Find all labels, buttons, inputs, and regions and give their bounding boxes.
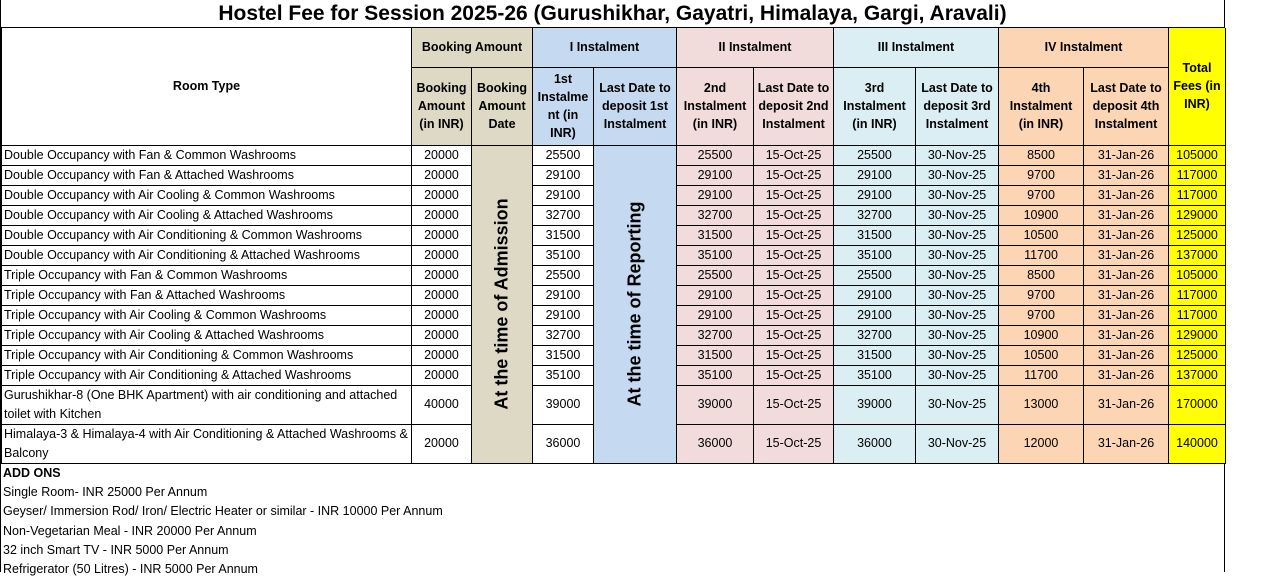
room-type-cell: Double Occupancy with Fan & Common Washrooms [2, 145, 412, 165]
instalment3-date-cell: 30-Nov-25 [916, 424, 999, 463]
booking-amount-cell: 40000 [412, 385, 472, 424]
instalment1-amount-cell: 32700 [533, 205, 594, 225]
booking-amount-cell: 20000 [412, 305, 472, 325]
instalment3-date-cell: 30-Nov-25 [916, 265, 999, 285]
addon-item: Single Room- INR 25000 Per Annum [3, 484, 208, 499]
booking-amount-cell: 20000 [412, 365, 472, 385]
instalment2-amount-cell: 29100 [677, 285, 754, 305]
instalment3-amount-cell: 31500 [834, 345, 916, 365]
fee-table [1, 28, 1226, 464]
instalment2-amount-cell: 31500 [677, 345, 754, 365]
instalment3-amount-cell: 29100 [834, 165, 916, 185]
table-row [2, 145, 1226, 165]
instalment1-date-header: Last Date to deposit 1st Instalment [594, 67, 677, 145]
instalment2-group-header: II Instalment [677, 28, 834, 67]
instalment1-amount-cell: 25500 [533, 145, 594, 165]
room-type-cell: Double Occupancy with Air Conditioning & Common Washrooms [2, 225, 412, 245]
booking-amount-cell: 20000 [412, 145, 472, 165]
instalment2-date-cell: 15-Oct-25 [754, 385, 834, 424]
instalment4-date-cell: 31-Jan-26 [1084, 265, 1169, 285]
instalment4-date-cell: 31-Jan-26 [1084, 245, 1169, 265]
total-fees-cell: 170000 [1169, 385, 1226, 424]
instalment3-date-cell: 30-Nov-25 [916, 385, 999, 424]
instalment3-date-cell: 30-Nov-25 [916, 205, 999, 225]
instalment4-amount-cell: 8500 [999, 265, 1084, 285]
room-type-cell: Double Occupancy with Air Cooling & Common Washrooms [2, 185, 412, 205]
total-fees-cell: 105000 [1169, 145, 1226, 165]
instalment1-amount-cell: 39000 [533, 385, 594, 424]
instalment1-group-header: I Instalment [533, 28, 677, 67]
instalment2-date-header: Last Date to deposit 2nd Instalment [754, 67, 834, 145]
instalment4-date-cell: 31-Jan-26 [1084, 424, 1169, 463]
booking-amount-cell: 20000 [412, 424, 472, 463]
booking-date-header: Booking Amount Date [472, 67, 533, 145]
booking-amount-cell: 20000 [412, 285, 472, 305]
instalment2-amount-cell: 35100 [677, 245, 754, 265]
instalment4-date-cell: 31-Jan-26 [1084, 345, 1169, 365]
instalment2-amount-cell: 25500 [677, 145, 754, 165]
instalment1-amount-cell: 35100 [533, 365, 594, 385]
instalment4-date-cell: 31-Jan-26 [1084, 385, 1169, 424]
instalment4-amount-cell: 13000 [999, 385, 1084, 424]
instalment3-amount-cell: 35100 [834, 245, 916, 265]
addon-item: Geyser/ Immersion Rod/ Iron/ Electric Heater or similar - INR 10000 Per Annum [3, 504, 443, 519]
room-type-cell: Double Occupancy with Air Conditioning & Attached Washrooms [2, 245, 412, 265]
booking-date-text: At the time of Admission [491, 198, 512, 410]
instalment3-date-cell: 30-Nov-25 [916, 145, 999, 165]
addon-item: 32 inch Smart TV - INR 5000 Per Annum [3, 543, 229, 558]
instalment4-amount-header: 4th Instalment (in INR) [999, 67, 1084, 145]
instalment2-amount-cell: 31500 [677, 225, 754, 245]
booking-amount-cell: 20000 [412, 185, 472, 205]
addons-section [1, 464, 1224, 580]
instalment2-amount-cell: 29100 [677, 305, 754, 325]
instalment4-date-cell: 31-Jan-26 [1084, 185, 1169, 205]
instalment4-amount-cell: 10500 [999, 345, 1084, 365]
total-fees-cell: 140000 [1169, 424, 1226, 463]
instalment1-amount-cell: 32700 [533, 325, 594, 345]
total-fees-cell: 129000 [1169, 325, 1226, 345]
booking-amount-cell: 20000 [412, 345, 472, 365]
instalment3-amount-cell: 25500 [834, 265, 916, 285]
room-type-cell: Triple Occupancy with Air Conditioning & Common Washrooms [2, 345, 412, 365]
instalment2-amount-cell: 32700 [677, 205, 754, 225]
instalment2-amount-cell: 36000 [677, 424, 754, 463]
instalment4-date-cell: 31-Jan-26 [1084, 145, 1169, 165]
instalment2-date-cell: 15-Oct-25 [754, 305, 834, 325]
instalment2-date-cell: 15-Oct-25 [754, 424, 834, 463]
instalment4-amount-cell: 9700 [999, 285, 1084, 305]
room-type-cell: Triple Occupancy with Fan & Common Washrooms [2, 265, 412, 285]
total-fees-cell: 117000 [1169, 305, 1226, 325]
instalment3-amount-cell: 29100 [834, 185, 916, 205]
booking-date-merged-cell [472, 145, 533, 463]
fee-table-body [2, 145, 1226, 463]
instalment4-amount-cell: 10500 [999, 225, 1084, 245]
total-fees-cell: 117000 [1169, 285, 1226, 305]
instalment3-amount-cell: 35100 [834, 365, 916, 385]
total-fees-cell: 117000 [1169, 165, 1226, 185]
instalment3-date-cell: 30-Nov-25 [916, 165, 999, 185]
instalment2-date-cell: 15-Oct-25 [754, 245, 834, 265]
instalment4-date-cell: 31-Jan-26 [1084, 365, 1169, 385]
instalment3-amount-header: 3rd Instalment (in INR) [834, 67, 916, 145]
booking-amount-cell: 20000 [412, 325, 472, 345]
instalment3-amount-cell: 29100 [834, 285, 916, 305]
instalment3-date-cell: 30-Nov-25 [916, 285, 999, 305]
instalment2-date-cell: 15-Oct-25 [754, 185, 834, 205]
instalment4-amount-cell: 9700 [999, 185, 1084, 205]
instalment1-amount-cell: 36000 [533, 424, 594, 463]
instalment3-date-cell: 30-Nov-25 [916, 345, 999, 365]
instalment2-date-cell: 15-Oct-25 [754, 165, 834, 185]
page-title: Hostel Fee for Session 2025-26 (Gurushikhar, Gayatri, Himalaya, Gargi, Aravali) [1, 0, 1224, 28]
instalment2-amount-cell: 29100 [677, 185, 754, 205]
instalment2-date-cell: 15-Oct-25 [754, 205, 834, 225]
instalment2-date-cell: 15-Oct-25 [754, 145, 834, 165]
instalment2-amount-cell: 25500 [677, 265, 754, 285]
booking-amount-cell: 20000 [412, 205, 472, 225]
room-type-cell: Triple Occupancy with Fan & Attached Washrooms [2, 285, 412, 305]
instalment2-date-cell: 15-Oct-25 [754, 325, 834, 345]
room-type-cell: Triple Occupancy with Air Conditioning & Attached Washrooms [2, 365, 412, 385]
instalment3-amount-cell: 32700 [834, 205, 916, 225]
instalment2-amount-cell: 35100 [677, 365, 754, 385]
instalment4-date-header: Last Date to deposit 4th Instalment [1084, 67, 1169, 145]
room-type-header: Room Type [2, 28, 412, 145]
instalment3-amount-cell: 31500 [834, 225, 916, 245]
instalment4-date-cell: 31-Jan-26 [1084, 285, 1169, 305]
instalment2-amount-cell: 32700 [677, 325, 754, 345]
instalment1-amount-cell: 31500 [533, 225, 594, 245]
instalment4-date-cell: 31-Jan-26 [1084, 165, 1169, 185]
instalment3-group-header: III Instalment [834, 28, 999, 67]
instalment1-amount-cell: 29100 [533, 305, 594, 325]
instalment3-amount-cell: 36000 [834, 424, 916, 463]
booking-amount-cell: 20000 [412, 225, 472, 245]
instalment4-date-cell: 31-Jan-26 [1084, 305, 1169, 325]
instalment1-amount-cell: 29100 [533, 285, 594, 305]
instalment4-amount-cell: 10900 [999, 325, 1084, 345]
addons-heading: ADD ONS [3, 465, 61, 480]
total-fees-cell: 137000 [1169, 365, 1226, 385]
instalment4-amount-cell: 11700 [999, 245, 1084, 265]
instalment4-date-cell: 31-Jan-26 [1084, 225, 1169, 245]
room-type-cell: Himalaya-3 & Himalaya-4 with Air Conditioning & Attached Washrooms & Balcony [2, 424, 412, 463]
instalment3-amount-cell: 32700 [834, 325, 916, 345]
instalment3-date-cell: 30-Nov-25 [916, 225, 999, 245]
booking-amount-cell: 20000 [412, 165, 472, 185]
instalment1-date-text: At the time of Reporting [624, 201, 645, 407]
instalment3-date-cell: 30-Nov-25 [916, 245, 999, 265]
instalment2-amount-header: 2nd Instalment (in INR) [677, 67, 754, 145]
instalment2-amount-cell: 39000 [677, 385, 754, 424]
booking-amount-group-header: Booking Amount [412, 28, 533, 67]
instalment3-date-header: Last Date to deposit 3rd Instalment [916, 67, 999, 145]
room-type-cell: Double Occupancy with Fan & Attached Washrooms [2, 165, 412, 185]
booking-amount-header: Booking Amount (in INR) [412, 67, 472, 145]
room-type-cell: Triple Occupancy with Air Cooling & Common Washrooms [2, 305, 412, 325]
instalment4-date-cell: 31-Jan-26 [1084, 205, 1169, 225]
instalment1-amount-cell: 31500 [533, 345, 594, 365]
instalment1-amount-cell: 29100 [533, 165, 594, 185]
instalment4-group-header: IV Instalment [999, 28, 1169, 67]
booking-amount-cell: 20000 [412, 245, 472, 265]
total-fees-cell: 129000 [1169, 205, 1226, 225]
total-fees-cell: 137000 [1169, 245, 1226, 265]
total-fees-cell: 117000 [1169, 185, 1226, 205]
instalment2-date-cell: 15-Oct-25 [754, 265, 834, 285]
instalment1-amount-cell: 29100 [533, 185, 594, 205]
instalment4-amount-cell: 10900 [999, 205, 1084, 225]
instalment4-amount-cell: 9700 [999, 165, 1084, 185]
instalment4-amount-cell: 11700 [999, 365, 1084, 385]
total-fees-cell: 125000 [1169, 225, 1226, 245]
instalment4-amount-cell: 9700 [999, 305, 1084, 325]
instalment1-amount-cell: 35100 [533, 245, 594, 265]
instalment2-date-cell: 15-Oct-25 [754, 345, 834, 365]
instalment1-date-merged-cell [594, 145, 677, 463]
instalment3-amount-cell: 39000 [834, 385, 916, 424]
instalment2-date-cell: 15-Oct-25 [754, 365, 834, 385]
instalment3-amount-cell: 25500 [834, 145, 916, 165]
instalment2-date-cell: 15-Oct-25 [754, 225, 834, 245]
instalment1-amount-cell: 25500 [533, 265, 594, 285]
room-type-cell: Double Occupancy with Air Cooling & Attached Washrooms [2, 205, 412, 225]
instalment2-amount-cell: 29100 [677, 165, 754, 185]
addon-item: Refrigerator (50 Litres) - INR 5000 Per Annum [3, 562, 258, 577]
room-type-cell: Gurushikhar-8 (One BHK Apartment) with air conditioning and attached toilet with Kitchen [2, 385, 412, 424]
instalment3-date-cell: 30-Nov-25 [916, 365, 999, 385]
instalment4-amount-cell: 8500 [999, 145, 1084, 165]
total-fees-header: Total Fees (in INR) [1169, 28, 1226, 145]
instalment1-amount-header: 1st Instalme nt (in INR) [533, 67, 594, 145]
room-type-cell: Triple Occupancy with Air Cooling & Attached Washrooms [2, 325, 412, 345]
booking-amount-cell: 20000 [412, 265, 472, 285]
instalment4-date-cell: 31-Jan-26 [1084, 325, 1169, 345]
instalment3-date-cell: 30-Nov-25 [916, 185, 999, 205]
instalment3-amount-cell: 29100 [834, 305, 916, 325]
instalment3-date-cell: 30-Nov-25 [916, 325, 999, 345]
instalment3-date-cell: 30-Nov-25 [916, 305, 999, 325]
total-fees-cell: 125000 [1169, 345, 1226, 365]
addon-item: Non-Vegetarian Meal - INR 20000 Per Annum [3, 523, 257, 538]
total-fees-cell: 105000 [1169, 265, 1226, 285]
instalment2-date-cell: 15-Oct-25 [754, 285, 834, 305]
instalment4-amount-cell: 12000 [999, 424, 1084, 463]
